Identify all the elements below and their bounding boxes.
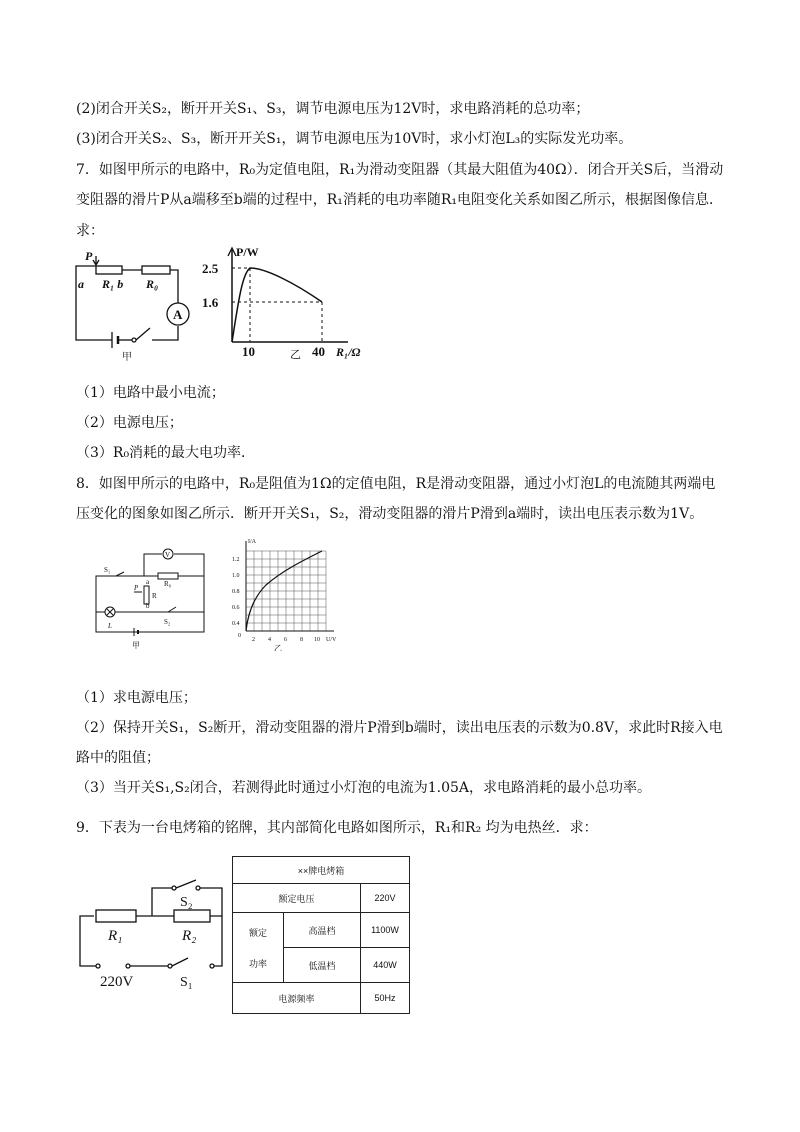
q7-slider-label: P <box>85 249 93 263</box>
q9-r1-label: R₁ <box>108 928 123 944</box>
q8-stem-line1: 8．如图甲所示的电路中，R₀是阻值为1Ω的定值电阻，R是滑动变阻器，通过小灯泡L的电流随其两端电 <box>76 476 716 492</box>
frequency-label: 电源频率 <box>233 983 361 1014</box>
q7-ammeter-label: A <box>173 307 183 322</box>
q8-graph-xtick-2: 2 <box>252 637 255 643</box>
q8-part2-line1: （2）保持开关S₁，S₂断开，滑动变阻器的滑片P滑到b端时，读出电压表的示数为0.8V，求此时R接入电 <box>76 720 723 736</box>
q7-circuit-caption: 甲 <box>122 352 132 363</box>
q7-circuit-diagram <box>72 248 202 363</box>
q8-part3-text: （3）当开关S₁,S₂闭合，若测得此时通过小灯泡的电流为1.05A，求电路消耗的最小总功率。 <box>76 780 652 796</box>
rated-power-label-1: 额定 <box>248 927 267 938</box>
q7-r0-label: R₀ <box>146 277 159 291</box>
q9-circuit-diagram <box>74 874 232 992</box>
q8-end-a-label: a <box>146 578 150 586</box>
q8-graph-ytick-1-2: 1.2 <box>232 557 240 563</box>
q7-graph-tick-1-6: 1.6 <box>202 295 219 310</box>
q8-graph-xtick-4: 4 <box>268 637 271 643</box>
nameplate-title: ××牌电烤箱 <box>233 857 410 884</box>
q8-part1-text: （1）求电源电压； <box>76 690 197 706</box>
q7-stem-line1: 7．如图甲所示的电路中，R₀为定值电阻，R₁为滑动变阻器（其最大阻值为40Ω）．闭合开关S后，当滑动 <box>76 162 724 178</box>
q8-stem-line2: 压变化的图象如图乙所示．断开开关S₁，S₂，滑动变阻器的滑片P滑到a端时，读出电压表示数为1V。 <box>76 506 704 522</box>
frequency-value: 50Hz <box>361 983 410 1014</box>
q7-graph-caption: 乙 <box>290 349 301 361</box>
q8-s1-label: S₁ <box>104 566 111 574</box>
q8-graph-ytick-0-4: 0.4 <box>232 621 240 627</box>
rated-voltage-label: 额定电压 <box>233 884 361 913</box>
q6-part3-text: (3)闭合开关S₂、S₃，断开开关S₁，调节电源电压为10V时，求小灯泡L₃的实际发光功率。 <box>76 131 633 147</box>
q7-end-a-label: a <box>78 277 84 291</box>
q7-graph-tick-2-5: 2.5 <box>202 261 219 276</box>
q8-graph-xtick-8: 8 <box>300 637 303 643</box>
q8-graph-x-label: U/V <box>326 637 337 643</box>
q7-graph-x-label: R₁/Ω <box>336 345 361 359</box>
q9-voltage-label: 220V <box>100 974 134 990</box>
q9-stem-text: 9．下表为一台电烤箱的铭牌，其内部简化电路如图所示，R₁和R₂ 均为电热丝．求： <box>76 820 598 836</box>
q7-r1b-label: R₁ b <box>102 277 124 291</box>
q8-graph-ytick-0-6: 0.6 <box>232 605 240 611</box>
rated-power-label <box>233 913 284 983</box>
q7-graph-tick-10: 10 <box>242 344 255 359</box>
q8-r0-label: R₀ <box>164 580 172 588</box>
q8-slider-label: P <box>134 584 139 592</box>
high-temp-value: 1100W <box>361 913 410 948</box>
q8-part2-line2: 路中的阻值； <box>76 750 160 766</box>
q8-s2-label: S₂ <box>164 618 171 626</box>
q7-part2-text: （2）电源电压； <box>76 415 183 431</box>
q7-stem-line2: 变阻器的滑片P从a端移至b端的过程中，R₁消耗的电功率随R₁电阻变化关系如图乙所示，根据图像信息． <box>76 192 724 208</box>
rated-voltage-value: 220V <box>361 884 410 913</box>
rated-power-label-2: 功率 <box>248 958 267 969</box>
q8-circuit-caption: 甲 <box>132 641 140 650</box>
q9-r2-label: R₂ <box>182 928 197 944</box>
q7-part1-text: （1）电路中最小电流； <box>76 385 225 401</box>
q8-circuit-diagram <box>84 544 210 654</box>
q7-part3-text: （3）R₀消耗的最大电功率． <box>76 445 256 461</box>
q9-s2-label: S₂ <box>180 895 193 910</box>
q8-graph-xtick-6: 6 <box>284 637 287 643</box>
q8-end-b-label: b <box>146 602 150 610</box>
high-temp-label: 高温档 <box>284 913 361 948</box>
q8-graph-caption: 乙 <box>274 644 282 651</box>
q6-part2-text: (2)闭合开关S₂，断开开关S₁、S₃，调节电源电压为12V时，求电路消耗的总功率； <box>76 101 590 117</box>
q8-r-label: R <box>152 592 157 600</box>
q7-power-graph <box>196 244 376 364</box>
q7-graph-tick-40: 40 <box>312 344 325 359</box>
q8-graph-y-label: I/A <box>248 539 256 545</box>
oven-nameplate-table <box>232 856 410 1014</box>
low-temp-label: 低温档 <box>284 948 361 983</box>
q8-graph-ytick-1-0: 1.0 <box>232 573 240 579</box>
low-temp-value: 440W <box>361 948 410 983</box>
q7-graph-y-label: P/W <box>236 245 259 259</box>
q8-lamp-label: L <box>108 622 112 630</box>
q8-voltmeter-label: V <box>165 551 171 559</box>
q8-graph-xtick-10: 10 <box>314 637 320 643</box>
q7-stem-line3: 求： <box>76 223 104 239</box>
q8-iv-graph <box>226 535 346 651</box>
q8-graph-origin: 0 <box>238 633 241 639</box>
q8-graph-ytick-0-8: 0.8 <box>232 589 240 595</box>
q9-s1-label: S₁ <box>180 975 193 990</box>
